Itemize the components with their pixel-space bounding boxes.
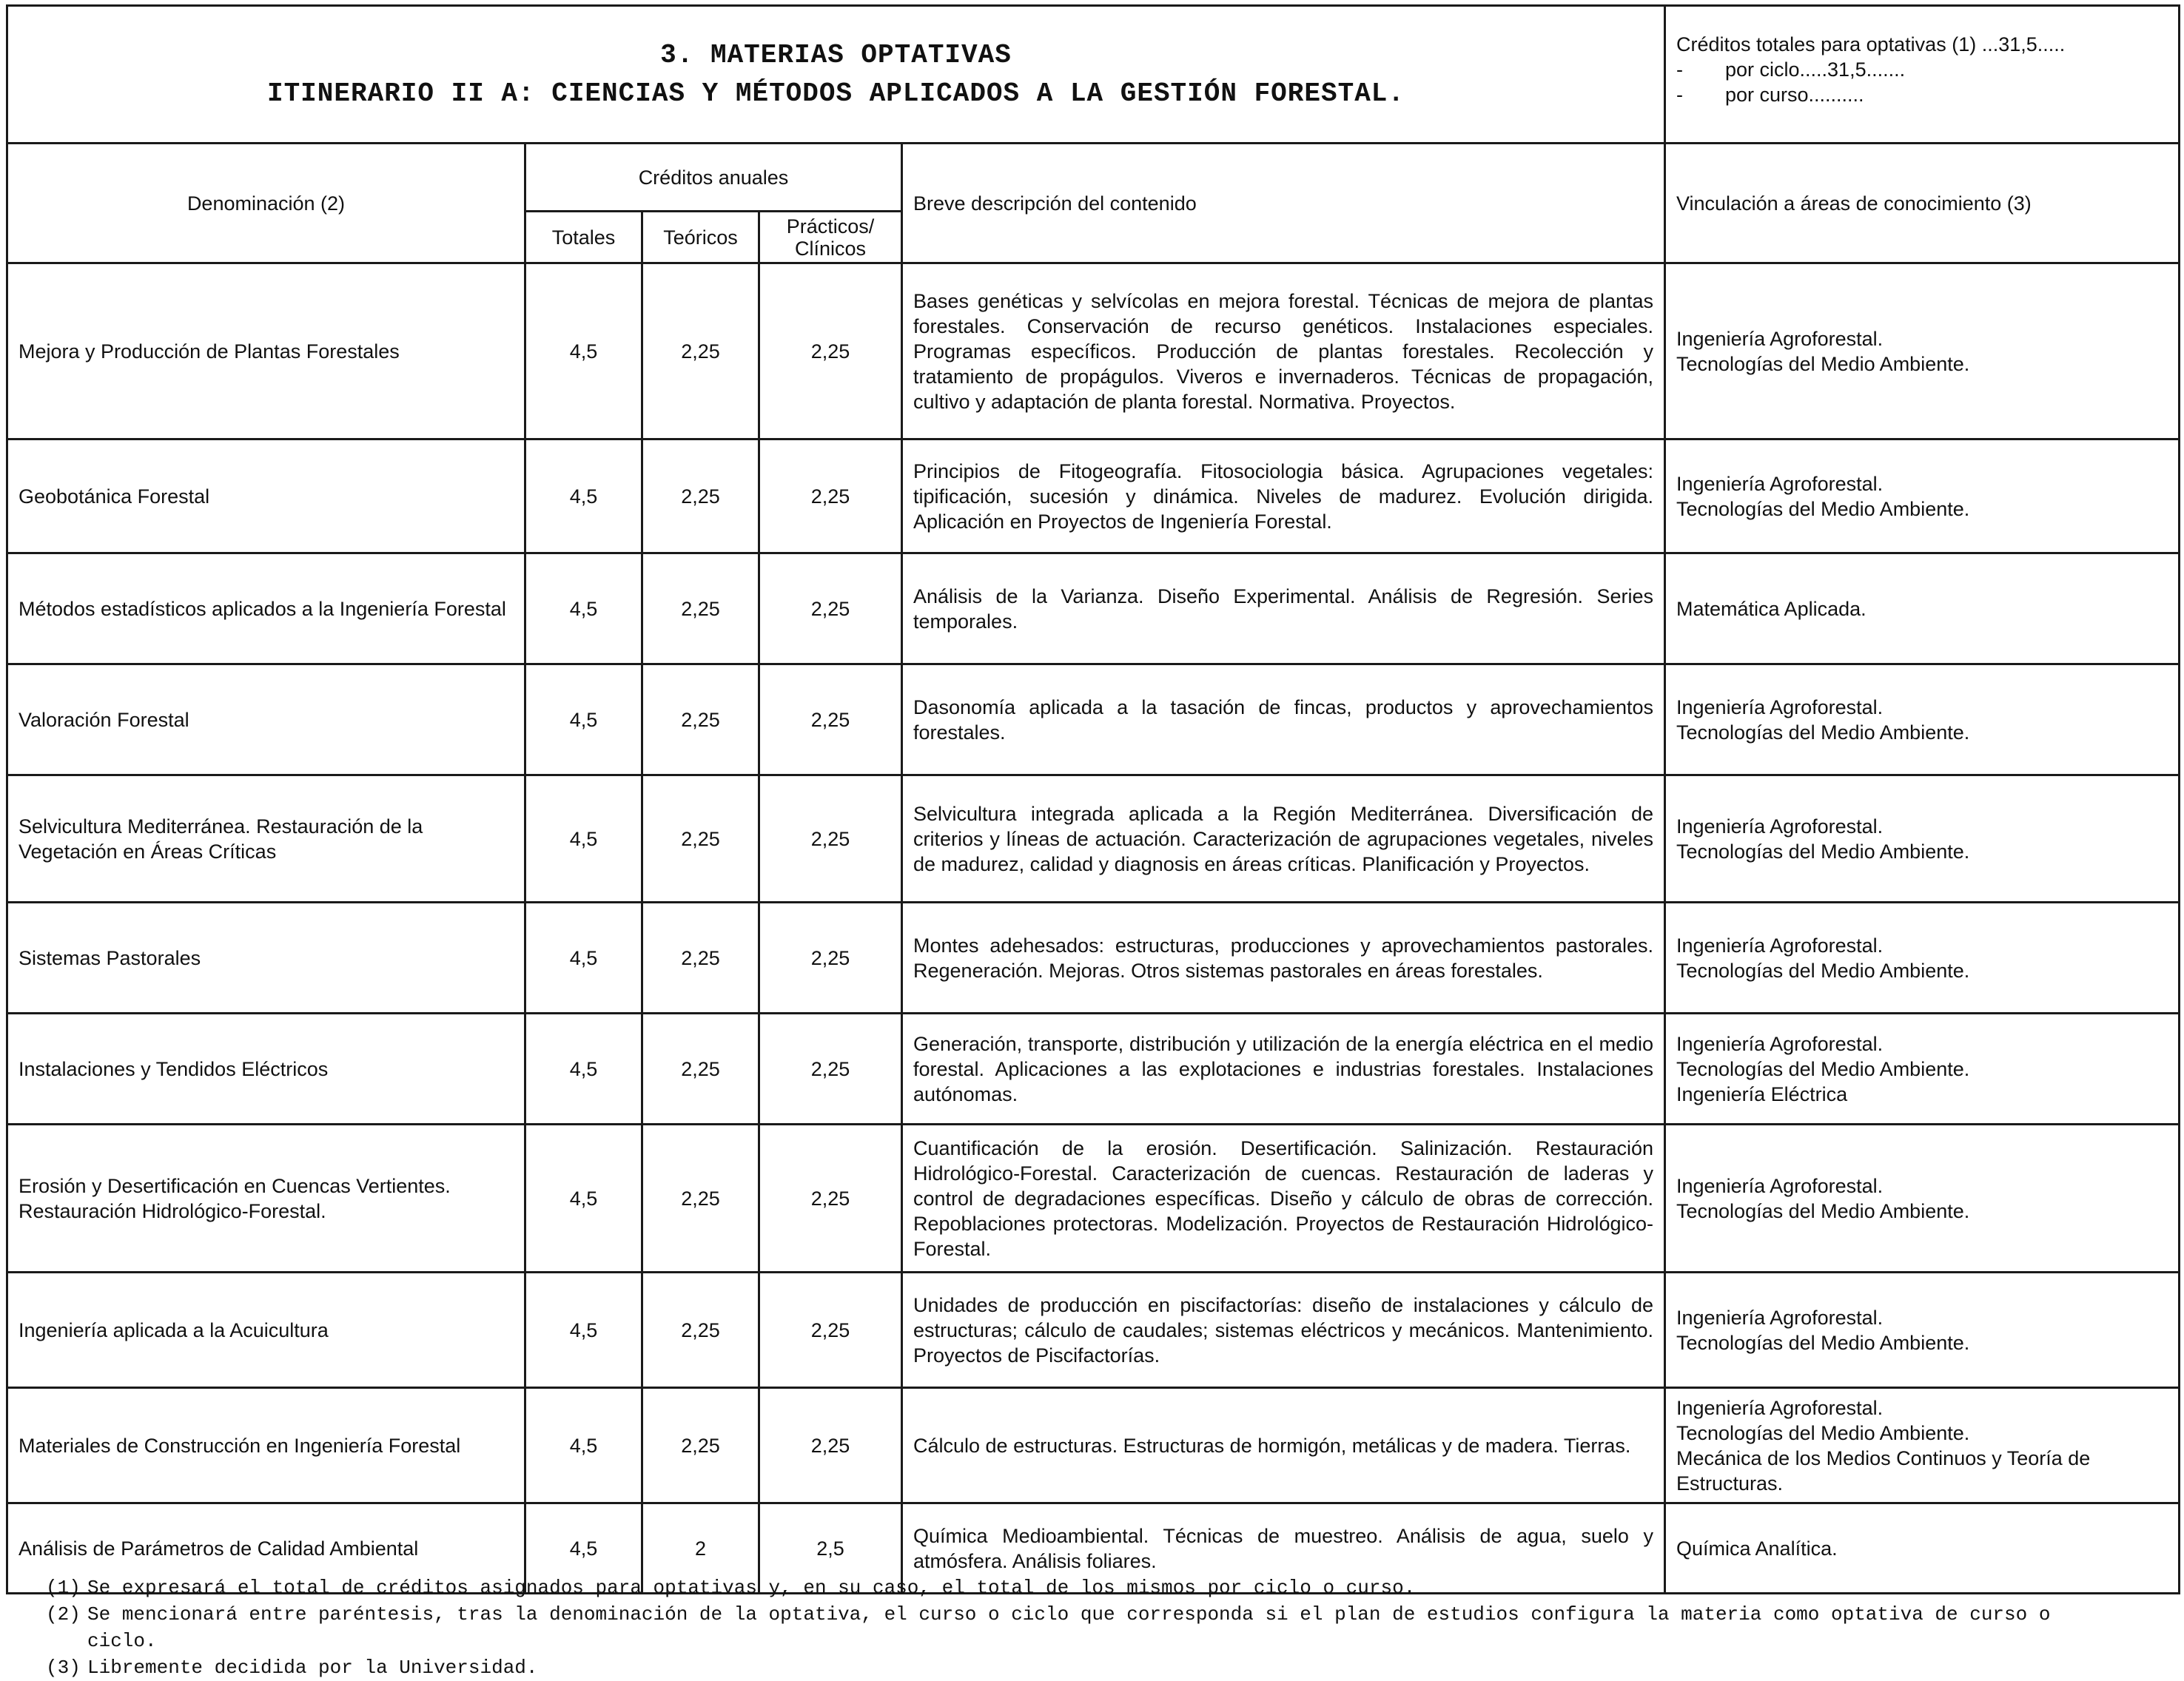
subject-name: Sistemas Pastorales (7, 903, 525, 1014)
knowledge-area: Ingeniería Agroforestal. (1676, 327, 1884, 350)
subject-name: Mejora y Producción de Plantas Forestales (7, 263, 525, 439)
title-line-2: ITINERARIO II A: CIENCIAS Y MÉTODOS APLICADOS A LA GESTIÓN FORESTAL. (266, 78, 1405, 109)
knowledge-area: Ingeniería Agroforestal. (1676, 1306, 1884, 1329)
knowledge-area: Ingeniería Agroforestal. (1676, 1032, 1884, 1055)
knowledge-area: Ingeniería Eléctrica (1676, 1082, 1848, 1105)
credits-practicos: 2,25 (759, 775, 902, 903)
credits-practicos: 2,25 (759, 664, 902, 775)
credits-total: Créditos totales para optativas (1) ...31,5..... (1676, 33, 2066, 55)
knowledge-areas (1665, 263, 2180, 439)
credits-practicos: 2,25 (759, 553, 902, 664)
content-description: Dasonomía aplicada a la tasación de fincas, productos y aprovechamientos forestales. (902, 664, 1665, 775)
credits-teoricos: 2,25 (642, 775, 759, 903)
content-description: Cálculo de estructuras. Estructuras de hormigón, metálicas y de madera. Tierras. (902, 1388, 1665, 1503)
header-row (7, 6, 2180, 144)
footnote-text: Se expresará el total de créditos asignados para optativas y, en su caso, el total de los mismos por ciclo o curso. (87, 1577, 1416, 1599)
page-title (7, 6, 1665, 144)
table-row (7, 903, 2180, 1014)
credits-teoricos: 2,25 (642, 903, 759, 1014)
credits-practicos: 2,25 (759, 1014, 902, 1125)
table-row (7, 439, 2180, 553)
credits-teoricos: 2,25 (642, 1125, 759, 1273)
knowledge-area: Tecnologías del Medio Ambiente. (1676, 721, 1970, 744)
table-row (7, 1014, 2180, 1125)
table-row (7, 1125, 2180, 1273)
footnote (46, 1574, 2086, 1601)
credits-practicos: 2,5 (759, 1503, 902, 1594)
title-line-1: 3. MATERIAS OPTATIVAS (660, 39, 1012, 70)
credits-teoricos: 2,25 (642, 664, 759, 775)
knowledge-areas (1665, 1388, 2180, 1503)
subject-name: Instalaciones y Tendidos Eléctricos (7, 1014, 525, 1125)
credits-totales: 4,5 (525, 553, 642, 664)
credits-totales: 4,5 (525, 775, 642, 903)
knowledge-areas (1665, 1273, 2180, 1388)
col-header-descripcion: Breve descripción del contenido (902, 144, 1665, 263)
credits-practicos: 2,25 (759, 1125, 902, 1273)
credits-practicos: 2,25 (759, 439, 902, 553)
knowledge-areas (1665, 775, 2180, 903)
knowledge-areas (1665, 903, 2180, 1014)
credits-teoricos: 2,25 (642, 263, 759, 439)
col-header-teoricos: Teóricos (642, 212, 759, 263)
knowledge-area: Mecánica de los Medios Continuos y Teoría de Estructuras. (1676, 1446, 2091, 1495)
subject-name: Selvicultura Mediterránea. Restauración de la Vegetación en Áreas Críticas (7, 775, 525, 903)
table-row (7, 775, 2180, 903)
credits-totales: 4,5 (525, 1125, 642, 1273)
content-description: Principios de Fitogeografía. Fitosociologia básica. Agrupaciones vegetales: tipificación, sucesión y dinámica. Niveles de madurez. Evolución dirigida. Aplicación en Proyectos de Ingeniería Forestal. (902, 439, 1665, 553)
knowledge-area: Tecnologías del Medio Ambiente. (1676, 1421, 1970, 1444)
knowledge-area: Tecnologías del Medio Ambiente. (1676, 1199, 1970, 1222)
subject-name: Materiales de Construcción en Ingeniería Forestal (7, 1388, 525, 1503)
content-description: Montes adehesados: estructuras, producciones y aprovechamientos pastorales. Regeneración. Mejoras. Otros sistemas pastorales en áreas forestales. (902, 903, 1665, 1014)
footnote (46, 1601, 2086, 1654)
dash-marker: - (1676, 58, 1683, 81)
table-row (7, 664, 2180, 775)
knowledge-area: Tecnologías del Medio Ambiente. (1676, 497, 1970, 520)
credits-teoricos: 2,25 (642, 1273, 759, 1388)
knowledge-area: Química Analítica. (1676, 1537, 1838, 1560)
table-row (7, 553, 2180, 664)
subject-name: Geobotánica Forestal (7, 439, 525, 553)
content-description: Selvicultura integrada aplicada a la Región Mediterránea. Diversificación de criterios y líneas de actuación. Caracterización de agrupaciones vegetales, niveles de madurez, calidad y diagnosis en áreas críticas. Planificación y Proyectos. (902, 775, 1665, 903)
knowledge-areas (1665, 664, 2180, 775)
credits-practicos: 2,25 (759, 1388, 902, 1503)
table-row (7, 263, 2180, 439)
credits-teoricos: 2,25 (642, 553, 759, 664)
credits-ciclo: por ciclo.....31,5....... (1725, 58, 1906, 81)
column-header-row-1 (7, 144, 2180, 212)
content-description: Generación, transporte, distribución y utilización de la energía eléctrica en el medio forestal. Aplicaciones a las explotaciones e industrias forestales. Instalaciones autónomas. (902, 1014, 1665, 1125)
knowledge-area: Ingeniería Agroforestal. (1676, 695, 1884, 718)
knowledge-areas (1665, 1014, 2180, 1125)
knowledge-area: Ingeniería Agroforestal. (1676, 1174, 1884, 1197)
knowledge-area: Ingeniería Agroforestal. (1676, 934, 1884, 957)
col-header-vinculacion: Vinculación a áreas de conocimiento (3) (1665, 144, 2180, 263)
credits-totales: 4,5 (525, 1388, 642, 1503)
knowledge-areas (1665, 553, 2180, 664)
footnote-number: (2) (46, 1603, 81, 1626)
subject-name: Erosión y Desertificación en Cuencas Vertientes. Restauración Hidrológico-Forestal. (7, 1125, 525, 1273)
credits-totales: 4,5 (525, 1014, 642, 1125)
footnote-number: (1) (46, 1577, 81, 1599)
dash-marker: - (1676, 84, 1683, 106)
table-body (7, 263, 2180, 1594)
credits-teoricos: 2,25 (642, 439, 759, 553)
credits-ciclo-row (1676, 57, 2168, 82)
credits-totales: 4,5 (525, 263, 642, 439)
col-header-denominacion: Denominación (2) (7, 144, 525, 263)
knowledge-areas (1665, 1125, 2180, 1273)
knowledge-area: Ingeniería Agroforestal. (1676, 1396, 1884, 1419)
footnote-number: (3) (46, 1657, 81, 1679)
credits-teoricos: 2 (642, 1503, 759, 1594)
knowledge-area: Tecnologías del Medio Ambiente. (1676, 352, 1970, 375)
content-description: Análisis de la Varianza. Diseño Experimental. Análisis de Regresión. Series temporales. (902, 553, 1665, 664)
credits-practicos: 2,25 (759, 263, 902, 439)
footnotes (46, 1574, 2086, 1681)
content-description: Cuantificación de la erosión. Desertificación. Salinización. Restauración Hidrológico-Forestal. Caracterización de cuencas. Restauración de laderas y control de degradaciones específicas. Diseño y cálculo de obras de corrección. Repoblaciones protectoras. Modelización. Proyectos de Restauración Hidrológico-Forestal. (902, 1125, 1665, 1273)
credits-totales: 4,5 (525, 439, 642, 553)
knowledge-area: Matemática Aplicada. (1676, 597, 1867, 620)
optativas-table (6, 4, 2180, 1594)
col-header-practicos: Prácticos/ Clínicos (759, 212, 902, 263)
footnote (46, 1654, 2086, 1681)
knowledge-area: Tecnologías del Medio Ambiente. (1676, 1331, 1970, 1354)
credits-teoricos: 2,25 (642, 1014, 759, 1125)
credits-totales: 4,5 (525, 664, 642, 775)
content-description: Bases genéticas y selvícolas en mejora forestal. Técnicas de mejora de plantas forestales. Conservación de recurso genéticos. Instalaciones especiales. Programas específicos. Producción de plantas forestales. Recolección y tratamiento de propágulos. Viveros e invernaderos. Técnicas de propagación, cultivo y adaptación de planta forestal. Normativa. Proyectos. (902, 263, 1665, 439)
col-header-creditos-anuales: Créditos anuales (525, 144, 902, 212)
table-row (7, 1388, 2180, 1503)
knowledge-area: Ingeniería Agroforestal. (1676, 472, 1884, 495)
footnote-text: Se mencionará entre paréntesis, tras la denominación de la optativa, el curso o ciclo que corresponda si el plan de estudios configura la materia como optativa de curso o ciclo. (87, 1603, 2051, 1652)
col-header-totales: Totales (525, 212, 642, 263)
credits-totales: 4,5 (525, 1503, 642, 1594)
content-description: Química Medioambiental. Técnicas de muestreo. Análisis de agua, suelo y atmósfera. Análisis foliares. (902, 1503, 1665, 1594)
footnote-text: Libremente decidida por la Universidad. (87, 1657, 538, 1679)
credits-summary (1665, 6, 2180, 144)
content-description: Unidades de producción en piscifactorías: diseño de instalaciones y cálculo de estructuras; cálculo de caudales; sistemas eléctricos y mecánicos. Mantenimiento. Proyectos de Piscifactorías. (902, 1273, 1665, 1388)
document-sheet (6, 4, 2178, 1594)
knowledge-area: Tecnologías del Medio Ambiente. (1676, 1057, 1970, 1080)
subject-name: Ingeniería aplicada a la Acuicultura (7, 1273, 525, 1388)
subject-name: Métodos estadísticos aplicados a la Ingeniería Forestal (7, 553, 525, 664)
credits-teoricos: 2,25 (642, 1388, 759, 1503)
knowledge-areas (1665, 439, 2180, 553)
credits-curso-row (1676, 82, 2168, 107)
knowledge-area: Tecnologías del Medio Ambiente. (1676, 840, 1970, 863)
knowledge-area: Tecnologías del Medio Ambiente. (1676, 959, 1970, 982)
credits-totales: 4,5 (525, 903, 642, 1014)
credits-curso: por curso.......... (1725, 84, 1864, 106)
credits-totales: 4,5 (525, 1273, 642, 1388)
table-row (7, 1273, 2180, 1388)
subject-name: Valoración Forestal (7, 664, 525, 775)
subject-name: Análisis de Parámetros de Calidad Ambiental (7, 1503, 525, 1594)
credits-practicos: 2,25 (759, 903, 902, 1014)
knowledge-area: Ingeniería Agroforestal. (1676, 815, 1884, 838)
credits-practicos: 2,25 (759, 1273, 902, 1388)
